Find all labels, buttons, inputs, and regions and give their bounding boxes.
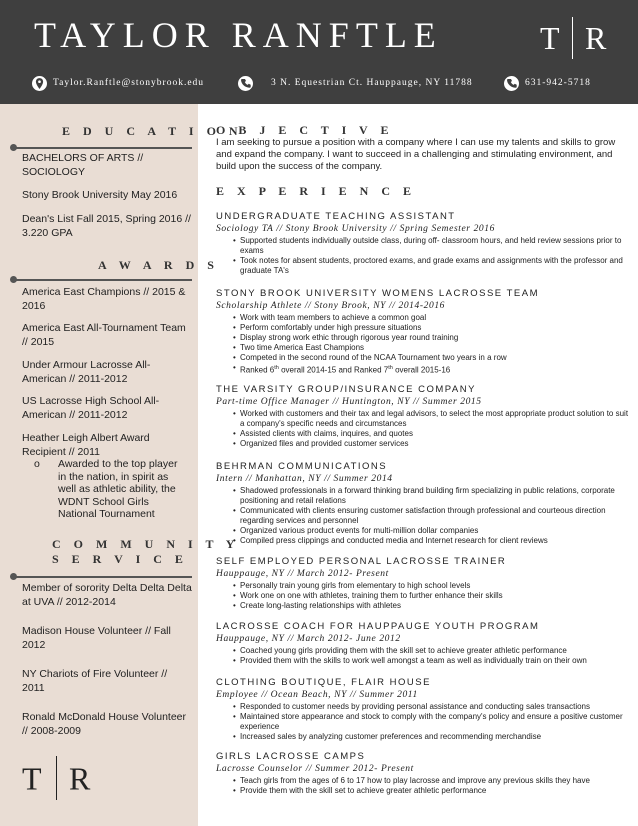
monogram-header — [540, 20, 606, 63]
job-bullet: • Communicated with clients ensuring customer satisfaction through professional and courteous direction regarding services and personnel — [234, 506, 630, 526]
job-title: CLOTHING BOUTIQUE, FLAIR HOUSE — [216, 677, 431, 688]
experience-heading: E X P E R I E N C E — [216, 184, 417, 198]
job-title: GIRLS LACROSSE CAMPS — [216, 751, 366, 762]
community-item: Member of sorority Delta Delta Delta at UVA // 2012-2014 — [22, 582, 192, 608]
objective-text: I am seeking to pursue a position with a company where I can use my talents and skills to grow and expand the company. I want to succeed in a challenging and stimulating environment, and build upon the success of the company. — [216, 137, 616, 172]
job-bullet: • Work with team members to achieve a common goal — [234, 313, 630, 323]
awards-rule — [12, 279, 192, 281]
job-bullet: • Worked with customers and their tax and legal advisors, to select the most appropriate product solution to suit a company's specific needs and circumstances — [234, 409, 630, 429]
job-bullet: • Provided them with the skills to work well amongst a team as well as individually train on their own — [234, 656, 630, 666]
job-title: BEHRMAN COMMUNICATIONS — [216, 461, 388, 472]
job-bullet-ranked: • Ranked 6th overall 2014-15 and Ranked 7th overall 2015-16 — [234, 363, 630, 376]
job-title: SELF EMPLOYED PERSONAL LACROSSE TRAINER — [216, 556, 507, 567]
job-bullets — [234, 646, 630, 666]
job-title: THE VARSITY GROUP/INSURANCE COMPANY — [216, 384, 476, 395]
job-bullet: • Coached young girls providing them with the skill set to achieve greater athletic performance — [234, 646, 630, 656]
job-bullet: • Work one on one with athletes, training them to further enhance their skills — [234, 591, 630, 601]
community-heading-line2: S E R V I C E — [52, 552, 188, 566]
contact-phone — [504, 74, 591, 92]
header — [0, 0, 638, 104]
monogram-initial-last: R — [585, 20, 607, 56]
job-entry — [216, 677, 630, 742]
resume-name: TAYLOR RANFTLE — [34, 15, 443, 55]
job-bullet: • Display strong work ethic through rigorous year round training — [234, 333, 630, 343]
job-title: STONY BROOK UNIVERSITY WOMENS LACROSSE TEAM — [216, 288, 539, 299]
job-bullet: • Assisted clients with claims, inquires, and quotes — [234, 429, 630, 439]
phone-icon — [504, 76, 519, 91]
education-item: BACHELORS OF ARTS // SOCIOLOGY — [22, 152, 144, 178]
job-entry — [216, 621, 630, 666]
education-rule — [12, 147, 192, 149]
education-rule-dot — [10, 144, 17, 151]
job-bullet: • Maintained store appearance and stock to comply with the company's policy and ensure a positive customer experience — [234, 712, 630, 732]
contact-email — [32, 74, 204, 92]
job-entry — [216, 288, 630, 376]
award-item: Under Armour Lacrosse All-American // 2011-2012 — [22, 359, 151, 385]
job-subtitle: Hauppauge, NY // March 2012- June 2012 — [216, 634, 401, 644]
monogram-divider — [56, 756, 58, 800]
community-item: Madison House Volunteer // Fall 2012 — [22, 625, 171, 651]
education-heading: E D U C A T I O N — [62, 124, 243, 138]
job-entry — [216, 751, 630, 796]
community-rule-dot — [10, 573, 17, 580]
job-entry — [216, 556, 630, 611]
award-sub-text: Awarded to the top player in the nation, in spirit as well as athletic ability, the WDNT School Girls National Tournament — [58, 458, 178, 520]
job-subtitle: Scholarship Athlete // Stony Brook, NY // 2014-2016 — [216, 301, 446, 311]
job-bullet: • Shadowed professionals in a forward thinking brand building firm specializing in public relations, corporate positioning and retail relations — [234, 486, 630, 506]
job-bullet: • Two time America East Champions — [234, 343, 630, 353]
job-bullets — [234, 486, 630, 546]
awards-rule-dot — [10, 276, 17, 283]
job-bullets — [234, 236, 630, 276]
sub-bullet-marker: o — [34, 458, 40, 470]
job-bullet: • Took notes for absent students, proctored exams, and grade exams and assignments with the professor and graduate TA's — [234, 256, 630, 276]
job-bullet: • Perform comfortably under high pressure situations — [234, 323, 630, 333]
community-rule — [12, 576, 192, 578]
job-bullet: • Compiled press clippings and conducted media and Internet research for client reviews — [234, 536, 630, 546]
job-subtitle: Lacrosse Counselor // Summer 2012- Present — [216, 764, 414, 774]
awards-heading: A W A R D S — [98, 258, 219, 272]
job-bullet: • Competed in the second round of the NCAA Tournament two years in a row — [234, 353, 630, 363]
job-subtitle: Part-time Office Manager // Huntington, NY // Summer 2015 — [216, 397, 482, 407]
phone-text[interactable]: 631-942-5718 — [525, 78, 591, 88]
monogram-divider — [572, 17, 574, 59]
objective-heading: O B J E C T I V E — [216, 123, 394, 137]
award-item: Heather Leigh Albert Award Recipient // 2011 — [22, 432, 150, 458]
job-subtitle: Sociology TA // Stony Brook University // Spring Semester 2016 — [216, 224, 495, 234]
address-text: 3 N. Equestrian Ct. Hauppauge, NY 11788 — [271, 78, 473, 88]
job-bullet: • Organized files and provided customer services — [234, 439, 630, 449]
job-title: UNDERGRADUATE TEACHING ASSISTANT — [216, 211, 456, 222]
job-bullet: • Personally train young girls from elementary to high school levels — [234, 581, 630, 591]
education-item: Stony Brook University May 2016 — [22, 189, 178, 201]
job-bullets — [234, 409, 630, 449]
job-bullets — [234, 702, 630, 742]
job-bullet: • Responded to customer needs by providing personal assistance and conducting sales transactions — [234, 702, 630, 712]
job-bullet: • Organized various product events for multi-million dollar companies — [234, 526, 630, 536]
education-item: Dean's List Fall 2015, Spring 2016 // 3.220 GPA — [22, 213, 191, 239]
job-entry — [216, 211, 630, 276]
job-subtitle: Intern // Manhattan, NY // Summer 2014 — [216, 474, 393, 484]
award-item: US Lacrosse High School All-American // 2011-2012 — [22, 395, 160, 421]
community-item: Ronald McDonald House Volunteer // 2008-2009 — [22, 711, 187, 737]
community-heading-line1: C O M M U N I T Y — [52, 537, 240, 551]
email-text[interactable]: Taylor.Ranftle@stonybrook.edu — [53, 78, 205, 88]
job-bullets — [234, 776, 630, 796]
job-bullet: • Teach girls from the ages of 6 to 17 how to play lacrosse and improve any previous skills they have — [234, 776, 630, 786]
monogram-initial-first: T — [540, 20, 560, 56]
job-bullet: • Supported students individually outside class, during off- classroom hours, and held review sessions prior to exams — [234, 236, 630, 256]
job-entry — [216, 461, 630, 546]
job-bullets — [234, 581, 630, 611]
job-title: LACROSSE COACH FOR HAUPPAUGE YOUTH PROGRAM — [216, 621, 540, 632]
job-entry — [216, 384, 630, 449]
award-item: America East All-Tournament Team // 2015 — [22, 322, 186, 348]
job-bullet: • Increased sales by analyzing customer preferences and recommending merchandise — [234, 732, 630, 742]
community-item: NY Chariots of Fire Volunteer // 2011 — [22, 668, 168, 694]
monogram-footer — [22, 760, 90, 804]
award-sub-item — [34, 458, 188, 521]
job-subtitle: Hauppauge, NY // March 2012- Present — [216, 569, 389, 579]
award-item: America East Champions // 2015 & 2016 — [22, 286, 186, 312]
monogram-initial-last: R — [69, 760, 91, 797]
monogram-initial-first: T — [22, 760, 42, 797]
job-bullet: • Provide them with the skill set to achieve greater athletic performance — [234, 786, 630, 796]
job-bullet: • Create long-lasting relationships with athletes — [234, 601, 630, 611]
job-subtitle: Employee // Ocean Beach, NY // Summer 2011 — [216, 690, 418, 700]
job-bullets — [234, 313, 630, 376]
phone-icon — [238, 76, 253, 91]
location-pin-icon — [32, 76, 47, 91]
contact-address — [238, 74, 473, 92]
